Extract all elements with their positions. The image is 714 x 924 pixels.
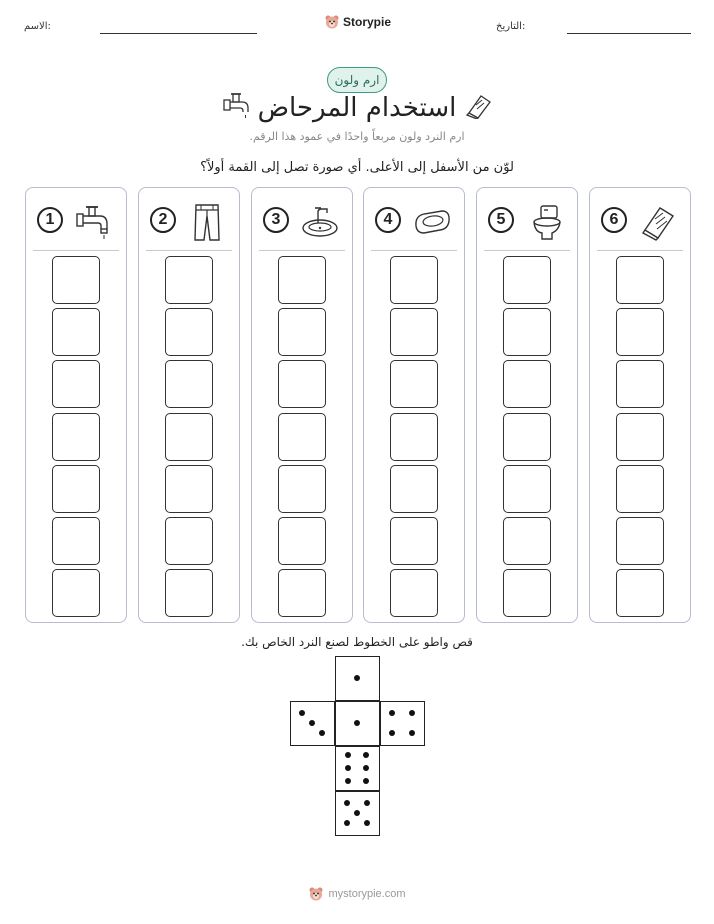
color-box[interactable] bbox=[390, 569, 438, 617]
dice-pip bbox=[345, 752, 351, 758]
dice-pip bbox=[309, 720, 315, 726]
dice-face-4 bbox=[380, 701, 425, 746]
page-title: استخدام المرحاض bbox=[257, 93, 457, 123]
column-header bbox=[590, 188, 690, 250]
color-box[interactable] bbox=[616, 256, 664, 304]
color-box[interactable] bbox=[503, 517, 551, 565]
color-box[interactable] bbox=[390, 308, 438, 356]
color-box[interactable] bbox=[390, 360, 438, 408]
color-box[interactable] bbox=[278, 517, 326, 565]
color-box[interactable] bbox=[503, 413, 551, 461]
dice-face-5 bbox=[335, 791, 380, 836]
color-box[interactable] bbox=[165, 517, 213, 565]
color-box[interactable] bbox=[616, 465, 664, 513]
dice-face-1 bbox=[335, 701, 380, 746]
bear-logo-icon bbox=[308, 886, 324, 902]
dice-instruction: قص واطو على الخطوط لصنع النرد الخاص بك. bbox=[241, 635, 473, 649]
dice-pip bbox=[354, 720, 360, 726]
color-box[interactable] bbox=[390, 413, 438, 461]
dice-pip bbox=[363, 778, 369, 784]
activity-badge: ارم ولون bbox=[327, 67, 387, 93]
dice-pip bbox=[409, 710, 415, 716]
color-box[interactable] bbox=[616, 569, 664, 617]
column-3 bbox=[251, 187, 353, 623]
dice-pip bbox=[364, 800, 370, 806]
dice-pip bbox=[345, 765, 351, 771]
color-box[interactable] bbox=[503, 569, 551, 617]
footer bbox=[0, 886, 714, 902]
color-box[interactable] bbox=[616, 308, 664, 356]
color-box[interactable] bbox=[503, 308, 551, 356]
color-box[interactable] bbox=[165, 569, 213, 617]
color-box[interactable] bbox=[52, 413, 100, 461]
color-box[interactable] bbox=[278, 308, 326, 356]
column-divider bbox=[259, 250, 345, 251]
soap-icon bbox=[412, 202, 452, 242]
color-box[interactable] bbox=[165, 360, 213, 408]
question-text: لوّن من الأسفل إلى الأعلى. أي صورة تصل إلى القمة أولاً؟ bbox=[200, 160, 514, 175]
column-header bbox=[364, 188, 464, 250]
faucet-icon bbox=[74, 202, 114, 242]
column-header bbox=[252, 188, 352, 250]
column-divider bbox=[371, 250, 457, 251]
dice-pip bbox=[344, 800, 350, 806]
color-box[interactable] bbox=[165, 256, 213, 304]
towel-icon bbox=[638, 202, 678, 242]
color-box[interactable] bbox=[165, 308, 213, 356]
date-line[interactable] bbox=[567, 33, 691, 34]
column-number: 6 bbox=[601, 207, 627, 233]
sink-icon bbox=[300, 202, 340, 242]
color-box[interactable] bbox=[52, 360, 100, 408]
color-box[interactable] bbox=[278, 569, 326, 617]
column-header bbox=[26, 188, 126, 250]
column-number: 5 bbox=[488, 207, 514, 233]
column-divider bbox=[484, 250, 570, 251]
column-divider bbox=[597, 250, 683, 251]
color-box[interactable] bbox=[278, 465, 326, 513]
dice-pip bbox=[354, 810, 360, 816]
toilet-icon bbox=[525, 202, 565, 242]
brand-name: Storypie bbox=[343, 15, 392, 29]
color-box[interactable] bbox=[165, 413, 213, 461]
instructions-subtitle: ارم النرد ولون مربعاً واحدًا في عمود هذا الرقم. bbox=[249, 130, 465, 143]
column-divider bbox=[146, 250, 232, 251]
dice-pip bbox=[409, 730, 415, 736]
color-box[interactable] bbox=[165, 465, 213, 513]
bear-logo-icon bbox=[324, 14, 340, 30]
color-box[interactable] bbox=[52, 256, 100, 304]
color-box[interactable] bbox=[616, 413, 664, 461]
dice-pip bbox=[345, 778, 351, 784]
column-2 bbox=[138, 187, 240, 623]
dice-face-1 bbox=[335, 656, 380, 701]
dice-pip bbox=[299, 710, 305, 716]
column-number: 3 bbox=[263, 207, 289, 233]
color-box[interactable] bbox=[390, 517, 438, 565]
column-header bbox=[477, 188, 577, 250]
column-5 bbox=[476, 187, 578, 623]
color-box[interactable] bbox=[278, 360, 326, 408]
color-box[interactable] bbox=[616, 517, 664, 565]
column-number: 2 bbox=[150, 207, 176, 233]
color-box[interactable] bbox=[616, 360, 664, 408]
dice-pip bbox=[354, 675, 360, 681]
color-box[interactable] bbox=[390, 256, 438, 304]
brand-logo bbox=[324, 14, 391, 30]
column-4 bbox=[363, 187, 465, 623]
column-number: 1 bbox=[37, 207, 63, 233]
column-6 bbox=[589, 187, 691, 623]
column-1 bbox=[25, 187, 127, 623]
color-box[interactable] bbox=[52, 517, 100, 565]
color-box[interactable] bbox=[278, 256, 326, 304]
name-line[interactable] bbox=[100, 33, 257, 34]
color-box[interactable] bbox=[52, 308, 100, 356]
color-box[interactable] bbox=[52, 465, 100, 513]
name-label: الاسم: bbox=[24, 21, 51, 32]
dice-pip bbox=[363, 765, 369, 771]
column-number: 4 bbox=[375, 207, 401, 233]
dice-pip bbox=[389, 710, 395, 716]
dice-face-3 bbox=[290, 701, 335, 746]
color-box[interactable] bbox=[503, 465, 551, 513]
dice-pip bbox=[344, 820, 350, 826]
color-box[interactable] bbox=[503, 256, 551, 304]
column-divider bbox=[33, 250, 119, 251]
color-box[interactable] bbox=[503, 360, 551, 408]
pants-icon bbox=[187, 202, 227, 242]
color-box[interactable] bbox=[390, 465, 438, 513]
dice-pip bbox=[363, 752, 369, 758]
dice-pip bbox=[319, 730, 325, 736]
dice-face-6 bbox=[335, 746, 380, 791]
date-label: التاريخ: bbox=[496, 21, 526, 32]
dice-pip bbox=[389, 730, 395, 736]
color-box[interactable] bbox=[52, 569, 100, 617]
towel-icon bbox=[463, 93, 493, 119]
footer-url: mystorypie.com bbox=[328, 888, 406, 900]
dice-pip bbox=[364, 820, 370, 826]
color-box[interactable] bbox=[278, 413, 326, 461]
column-header bbox=[139, 188, 239, 250]
